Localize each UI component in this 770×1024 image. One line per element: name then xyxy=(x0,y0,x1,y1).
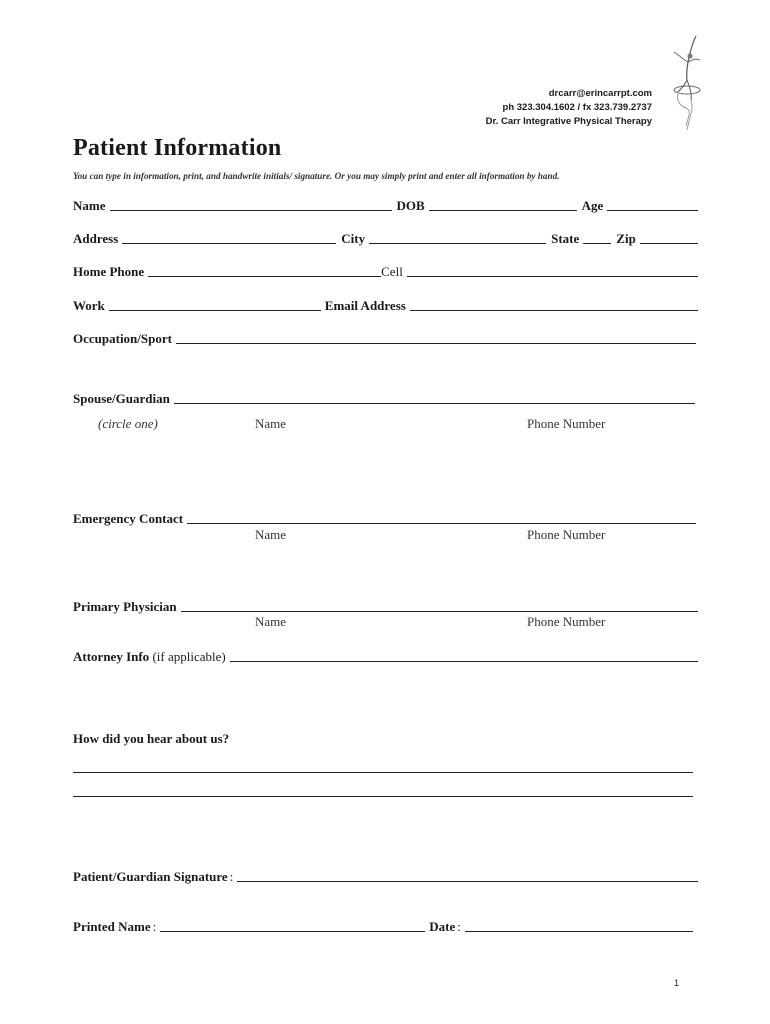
work-label: Work xyxy=(73,298,105,313)
address-row xyxy=(73,229,698,247)
circle-one-note: (circle one) xyxy=(98,416,158,431)
spouse-field[interactable] xyxy=(174,390,695,404)
name-label: Name xyxy=(73,198,106,213)
header-email: drcarr@erincarrpt.com xyxy=(548,88,652,99)
email-address-label: Email Address xyxy=(324,298,406,313)
spouse-name-caption: Name xyxy=(255,416,287,431)
date-field[interactable] xyxy=(465,918,693,932)
work-email-row xyxy=(73,296,698,314)
signature-label: Patient/Guardian Signature xyxy=(73,869,228,884)
age-field[interactable] xyxy=(607,197,698,211)
dob-label: DOB xyxy=(396,198,425,213)
physician-label: Primary Physician xyxy=(73,599,177,614)
attorney-field[interactable] xyxy=(230,648,698,662)
occupation-label: Occupation/Sport xyxy=(73,331,172,346)
state-field[interactable] xyxy=(583,230,611,244)
header-practice-name: Dr. Carr Integrative Physical Therapy xyxy=(485,116,652,127)
physician-row xyxy=(73,597,698,615)
date-colon: : xyxy=(457,919,461,934)
address-label: Address xyxy=(73,231,119,246)
physician-name-caption: Name xyxy=(255,614,287,629)
page-number: 1 xyxy=(673,978,679,988)
phone-row xyxy=(73,262,698,280)
state-label: State xyxy=(551,231,580,246)
emergency-label: Emergency Contact xyxy=(73,511,184,526)
attorney-label: Attorney Info (if applicable) xyxy=(73,649,226,664)
address-field[interactable] xyxy=(122,230,336,244)
header-phone-fax: ph 323.304.1602 / fx 323.739.2737 xyxy=(502,102,652,113)
city-label: City xyxy=(341,231,366,246)
page-title: Patient Information xyxy=(73,135,282,161)
cell-label: Cell xyxy=(381,264,403,279)
spouse-row xyxy=(73,389,695,407)
city-field[interactable] xyxy=(369,230,546,244)
home-phone-field[interactable] xyxy=(148,263,381,277)
emergency-phone-caption: Phone Number xyxy=(527,527,606,542)
name-dob-age-row xyxy=(73,196,698,214)
occupation-row xyxy=(73,329,696,347)
hear-about-label: How did you hear about us? xyxy=(73,731,230,746)
signature-field[interactable] xyxy=(237,868,698,882)
signature-colon: : xyxy=(229,869,234,884)
work-field[interactable] xyxy=(109,297,321,311)
physician-phone-caption: Phone Number xyxy=(527,614,606,629)
spouse-label: Spouse/Guardian xyxy=(73,391,170,406)
hear-about-field-1[interactable] xyxy=(73,772,693,773)
hear-about-field-2[interactable] xyxy=(73,796,693,797)
dob-field[interactable] xyxy=(429,197,577,211)
emergency-field[interactable] xyxy=(187,510,696,524)
home-phone-label: Home Phone xyxy=(73,264,145,279)
instructions-text: You can type in information, print, and handwrite initials/ signature. Or you may simply print and enter all information by hand. xyxy=(73,171,560,181)
printed-name-colon: : xyxy=(152,919,157,934)
emergency-name-caption: Name xyxy=(255,527,287,542)
printed-name-field[interactable] xyxy=(160,918,425,932)
dancer-figure-logo xyxy=(666,34,706,134)
occupation-field[interactable] xyxy=(176,330,696,344)
attorney-row xyxy=(73,647,698,665)
attorney-note: (if applicable) xyxy=(152,649,226,664)
zip-field[interactable] xyxy=(640,230,698,244)
signature-row xyxy=(73,867,698,885)
email-address-field[interactable] xyxy=(410,297,698,311)
printed-name-label: Printed Name xyxy=(73,919,151,934)
printed-name-date-row xyxy=(73,917,693,935)
emergency-row xyxy=(73,509,696,527)
spouse-phone-caption: Phone Number xyxy=(527,416,606,431)
date-label: Date xyxy=(429,919,456,934)
age-label: Age xyxy=(581,198,604,213)
physician-field[interactable] xyxy=(181,598,698,612)
zip-label: Zip xyxy=(616,231,636,246)
cell-field[interactable] xyxy=(407,263,698,277)
name-field[interactable] xyxy=(110,197,392,211)
